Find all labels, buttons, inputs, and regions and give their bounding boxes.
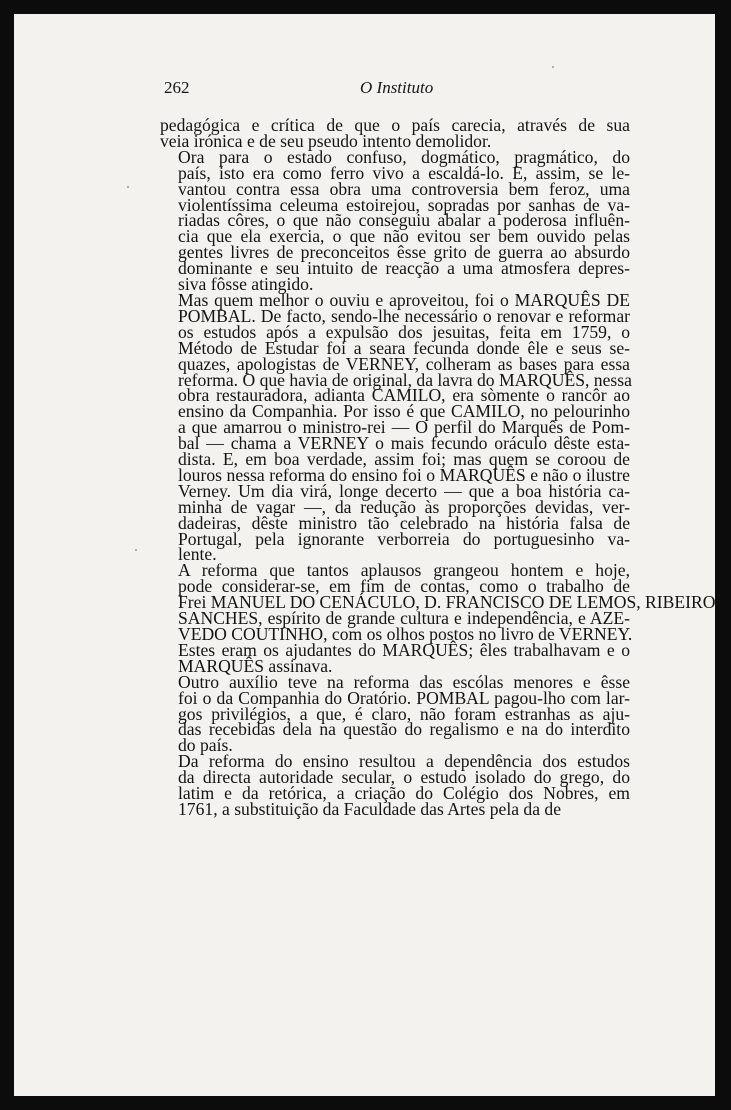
paragraph-p1 <box>160 115 630 151</box>
text-line: riadas côres, o que não conseguiu abalar a poderosa influên- <box>178 210 630 231</box>
page-header <box>164 78 644 108</box>
text-line: reforma. O que havia de original, da lavra do MARQUÊS, nessa <box>178 369 632 390</box>
paragraph-p2 <box>160 146 630 295</box>
text-line: POMBAL. De facto, sendo-lhe necessário o renovar e reformar <box>178 305 630 326</box>
text-line: Estes eram os ajudantes do MARQUÊS; êles trabalhavam e o <box>178 639 630 660</box>
page-number: 262 <box>164 78 190 97</box>
text-line: 1761, a substituição da Faculdade das Artes pela da de <box>178 798 562 819</box>
text-line: a que amarrou o ministro-rei — O perfil do Marquês de Pom- <box>178 417 630 438</box>
text-line: Frei MANUEL DO CENÁCULO, D. FRANCISCO DE LEMOS, RIBEIRO <box>178 592 715 613</box>
text-line: foi o da Companhia do Oratório. POMBAL pagou-lho com lar- <box>178 687 630 708</box>
text-line: Portugal, pela ignorante verborreia do portuguesinho va- <box>178 528 630 549</box>
text-line: da directa autoridade secular, o estudo isolado do grego, do <box>178 767 630 788</box>
paragraph-p3 <box>160 289 632 565</box>
paragraph-p4 <box>160 560 715 676</box>
text-line: pedagógica e crítica de que o país carecia, através de sua <box>160 115 630 135</box>
text-line: louros nessa reforma do ensino foi o MARQUÊS e não o ilustre <box>178 464 630 485</box>
text-line: Mas quem melhor o ouviu e aproveitou, foi o MARQUÊS DE <box>178 289 630 310</box>
text-line: cia que ela exercia, o que não evitou ser bem ouvido pelas <box>178 226 630 247</box>
text-line: dominante e seu intuito de reacção a uma atmosfera depres- <box>178 258 630 279</box>
body-text <box>160 115 715 819</box>
scanned-page <box>14 14 715 1096</box>
text-line: gos privilégios, a que, é claro, não foram estranhas as aju- <box>178 703 630 724</box>
text-line: Outro auxílio teve na reforma das escólas menores e êsse <box>178 671 630 692</box>
text-line: dista. E, em boa verdade, assim foi; mas quem se coroou de <box>178 449 630 470</box>
running-title: O Instituto <box>360 78 434 97</box>
paragraph-p5 <box>160 671 630 756</box>
text-line: latim e da retórica, a criação do Colégio dos Nobres, em <box>178 783 630 804</box>
paragraph-p6 <box>160 751 630 819</box>
text-line: vantou contra essa obra uma controversia bem feroz, uma <box>178 178 630 199</box>
text-line: minha de vagar —, da redução às proporções devidas, ver- <box>178 496 630 517</box>
text-line: do país. <box>178 735 233 756</box>
text-line: lente. <box>178 544 217 565</box>
text-line: violentíssima celeuma estoirejou, sopradas por sanhas de va- <box>178 194 630 215</box>
scan-speck <box>135 549 137 551</box>
text-line: Da reforma do ensino resultou a dependência dos estudos <box>178 751 630 772</box>
text-line: Verney. Um dia virá, longe decerto — que a boa história ca- <box>178 480 630 501</box>
text-line: quazes, apologistas de VERNEY, colheram as bases para essa <box>178 353 630 374</box>
text-line: ensino da Companhia. Por isso é que CAMILO, no pelourinho <box>178 401 630 422</box>
text-line: SANCHES, espírito de grande cultura e independência, e AZE- <box>178 608 630 629</box>
text-line: gentes livres de preconceitos êsse grito de guerra ao absurdo <box>178 242 630 263</box>
text-line: Método de Estudar foi a seara fecunda donde êle e seus se- <box>178 337 630 358</box>
text-line: bal — chama a VERNEY o mais fecundo oráculo dêste esta- <box>178 433 630 454</box>
text-line: veia irónica e de seu pseudo intento demolidor. <box>160 130 492 151</box>
scan-speck <box>552 66 554 68</box>
text-line: país, isto era como ferro vivo a escaldá-lo. E, assim, se le- <box>178 162 630 183</box>
text-line: MARQUÊS assinava. <box>178 655 333 676</box>
text-line: dadeiras, dêste ministro tão celebrado na história falsa de <box>178 512 630 533</box>
text-line: Ora para o estado confuso, dogmático, pragmático, do <box>178 146 630 167</box>
text-line: A reforma que tantos aplausos grangeou hontem e hoje, <box>178 560 630 581</box>
text-line: siva fôsse atingido. <box>178 274 314 295</box>
scan-speck <box>127 186 129 188</box>
text-line: VEDO COUTINHO, com os olhos postos no livro de VERNEY. <box>178 624 633 644</box>
text-line: das recebidas dela na questão do regalismo e na do interdito <box>178 719 630 740</box>
text-line: obra restauradora, adianta CAMILO, era sòmente o rancôr ao <box>178 385 630 406</box>
text-line: os estudos após a expulsão dos jesuitas, feita em 1759, o <box>178 321 630 342</box>
text-line: pode considerar-se, em fim de contas, como o trabalho de <box>178 576 630 597</box>
